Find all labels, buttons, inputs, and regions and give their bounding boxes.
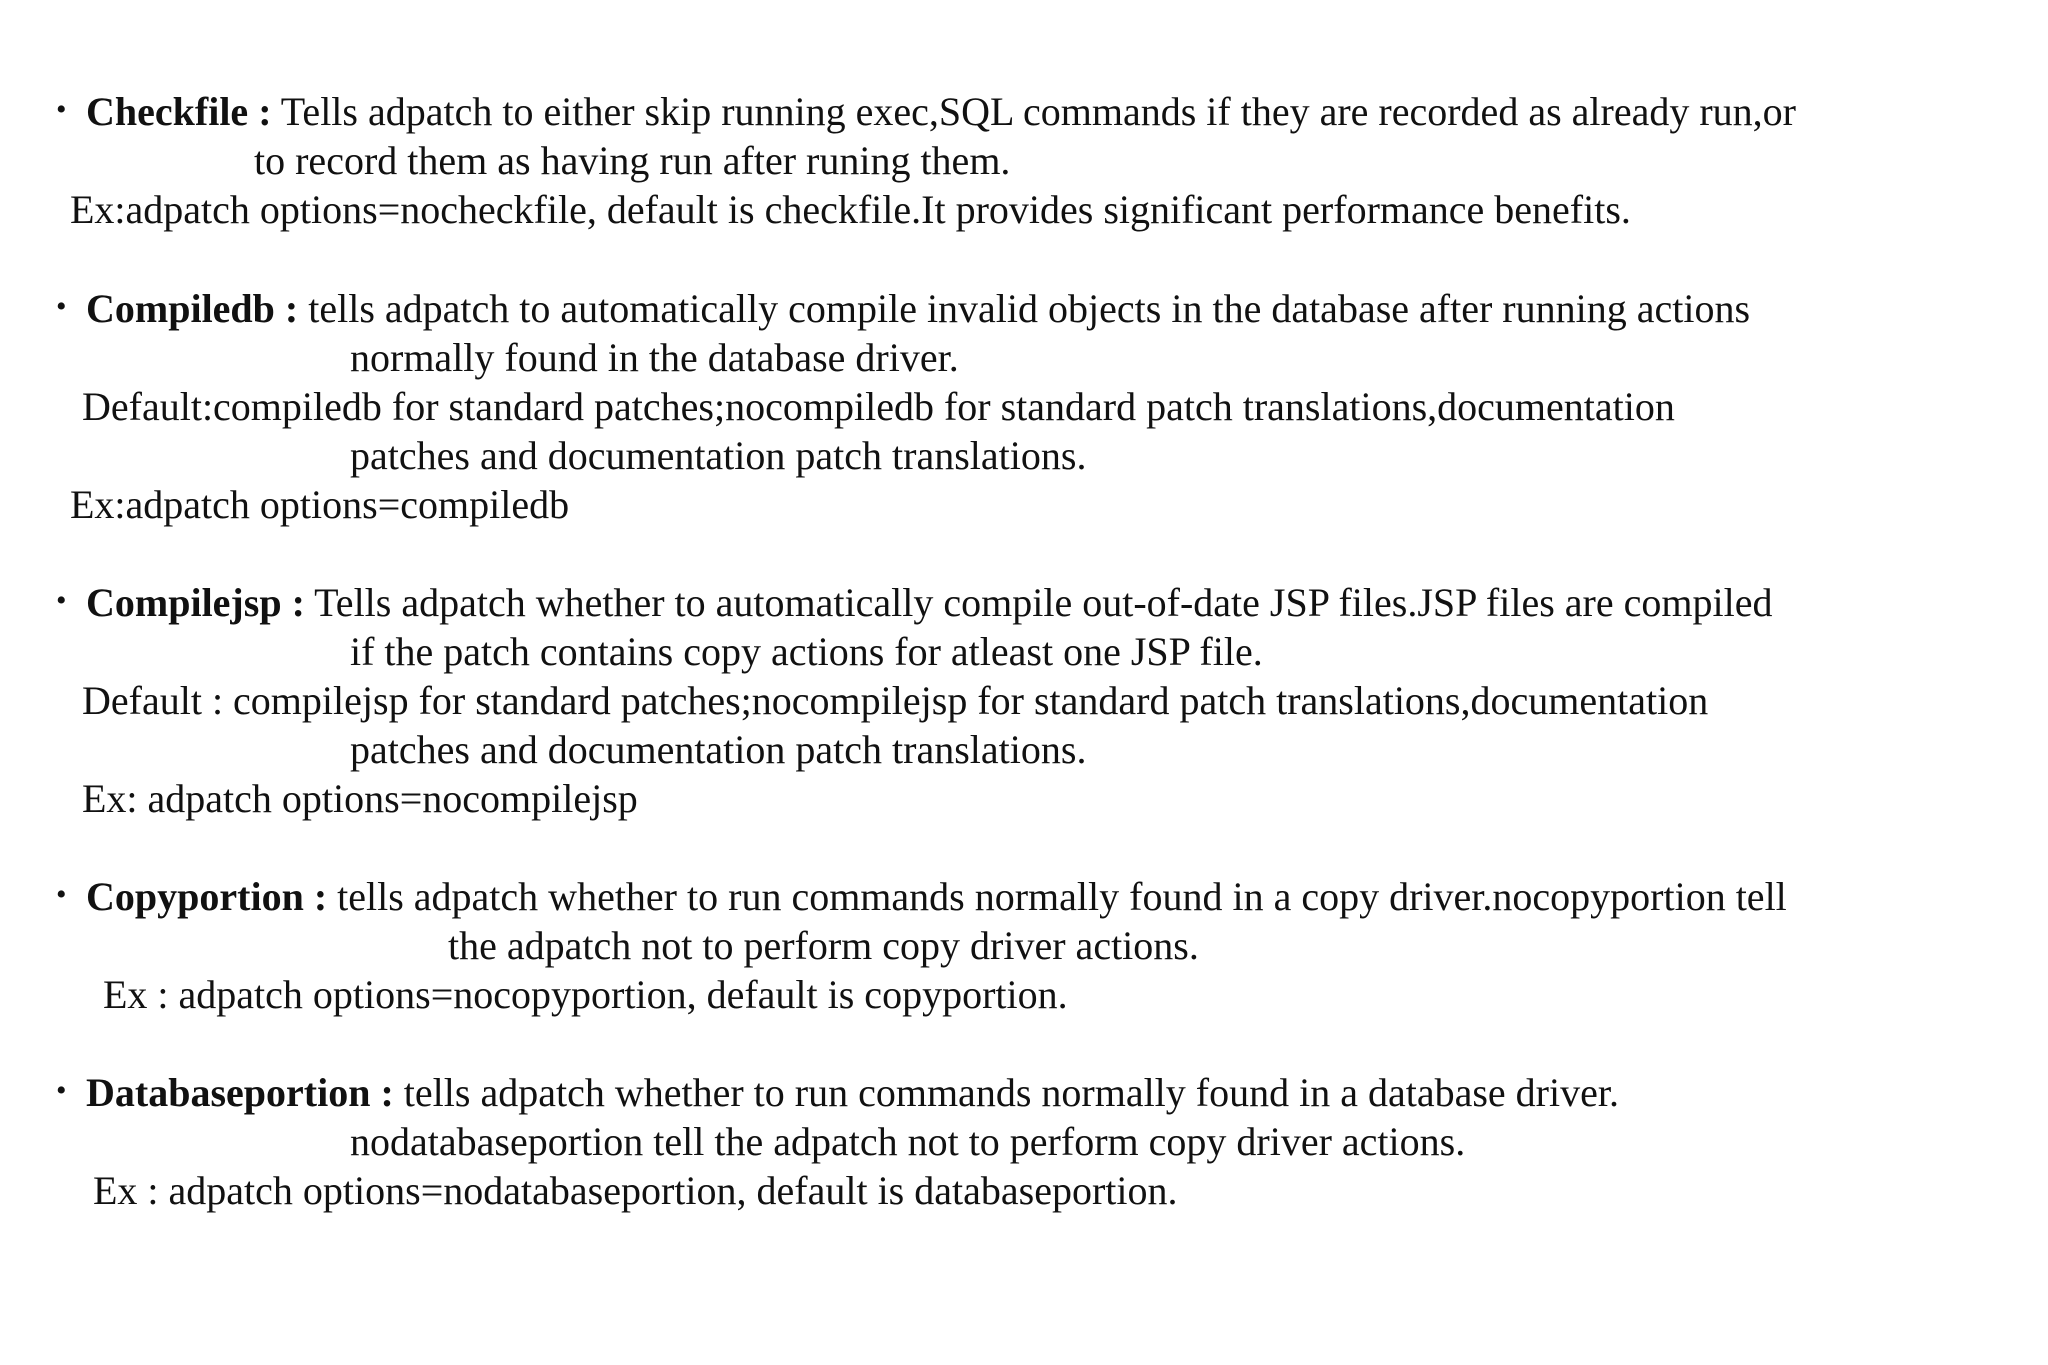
option-default: Default : compilejsp for standard patches;nocompilejsp for standard patch translations,documentation	[82, 678, 1709, 723]
option-term: Compiledb :	[86, 286, 299, 331]
option-default-continued: patches and documentation patch translations.	[350, 433, 1087, 478]
option-default-continued: patches and documentation patch translations.	[350, 727, 1087, 772]
option-term: Compilejsp :	[86, 580, 305, 625]
option-description-continued: to record them as having run after runing them.	[254, 138, 1011, 183]
bullet-icon: •	[56, 584, 67, 617]
option-description: tells adpatch to automatically compile invalid objects in the database after running actions	[298, 286, 1751, 331]
option-example: Ex:adpatch options=nocheckfile, default is checkfile.It provides significant performance benefits.	[70, 187, 1631, 232]
option-example: Ex : adpatch options=nodatabaseportion, default is databaseportion.	[93, 1168, 1178, 1213]
option-heading-line	[86, 88, 1796, 136]
option-heading-line	[86, 285, 1750, 333]
option-description-continued: the adpatch not to perform copy driver actions.	[448, 923, 1199, 968]
option-heading-line	[86, 1069, 1619, 1117]
option-description: tells adpatch whether to run commands normally found in a copy driver.nocopyportion tell	[327, 874, 1787, 919]
option-term: Databaseportion :	[86, 1070, 394, 1115]
bullet-icon: •	[56, 290, 67, 323]
option-description-continued: normally found in the database driver.	[350, 335, 959, 380]
option-description-continued: nodatabaseportion tell the adpatch not to perform copy driver actions.	[350, 1119, 1466, 1164]
option-description: Tells adpatch whether to automatically compile out-of-date JSP files.JSP files are compiled	[304, 580, 1773, 625]
option-heading-line	[86, 579, 1772, 627]
bullet-icon: •	[56, 1074, 67, 1107]
option-term: Checkfile :	[86, 89, 272, 134]
option-term: Copyportion :	[86, 874, 328, 919]
bullet-icon: •	[56, 878, 67, 911]
option-default: Default:compiledb for standard patches;nocompiledb for standard patch translations,documentation	[82, 384, 1675, 429]
option-heading-line	[86, 873, 1787, 921]
option-description: tells adpatch whether to run commands normally found in a database driver.	[393, 1070, 1619, 1115]
option-example: Ex:adpatch options=compiledb	[70, 482, 570, 527]
option-example: Ex : adpatch options=nocopyportion, default is copyportion.	[103, 972, 1068, 1017]
option-description: Tells adpatch to either skip running exec,SQL commands if they are recorded as already run,or	[271, 89, 1796, 134]
option-description-continued: if the patch contains copy actions for atleast one JSP file.	[350, 629, 1263, 674]
bullet-icon: •	[56, 93, 67, 126]
option-example: Ex: adpatch options=nocompilejsp	[82, 776, 638, 821]
